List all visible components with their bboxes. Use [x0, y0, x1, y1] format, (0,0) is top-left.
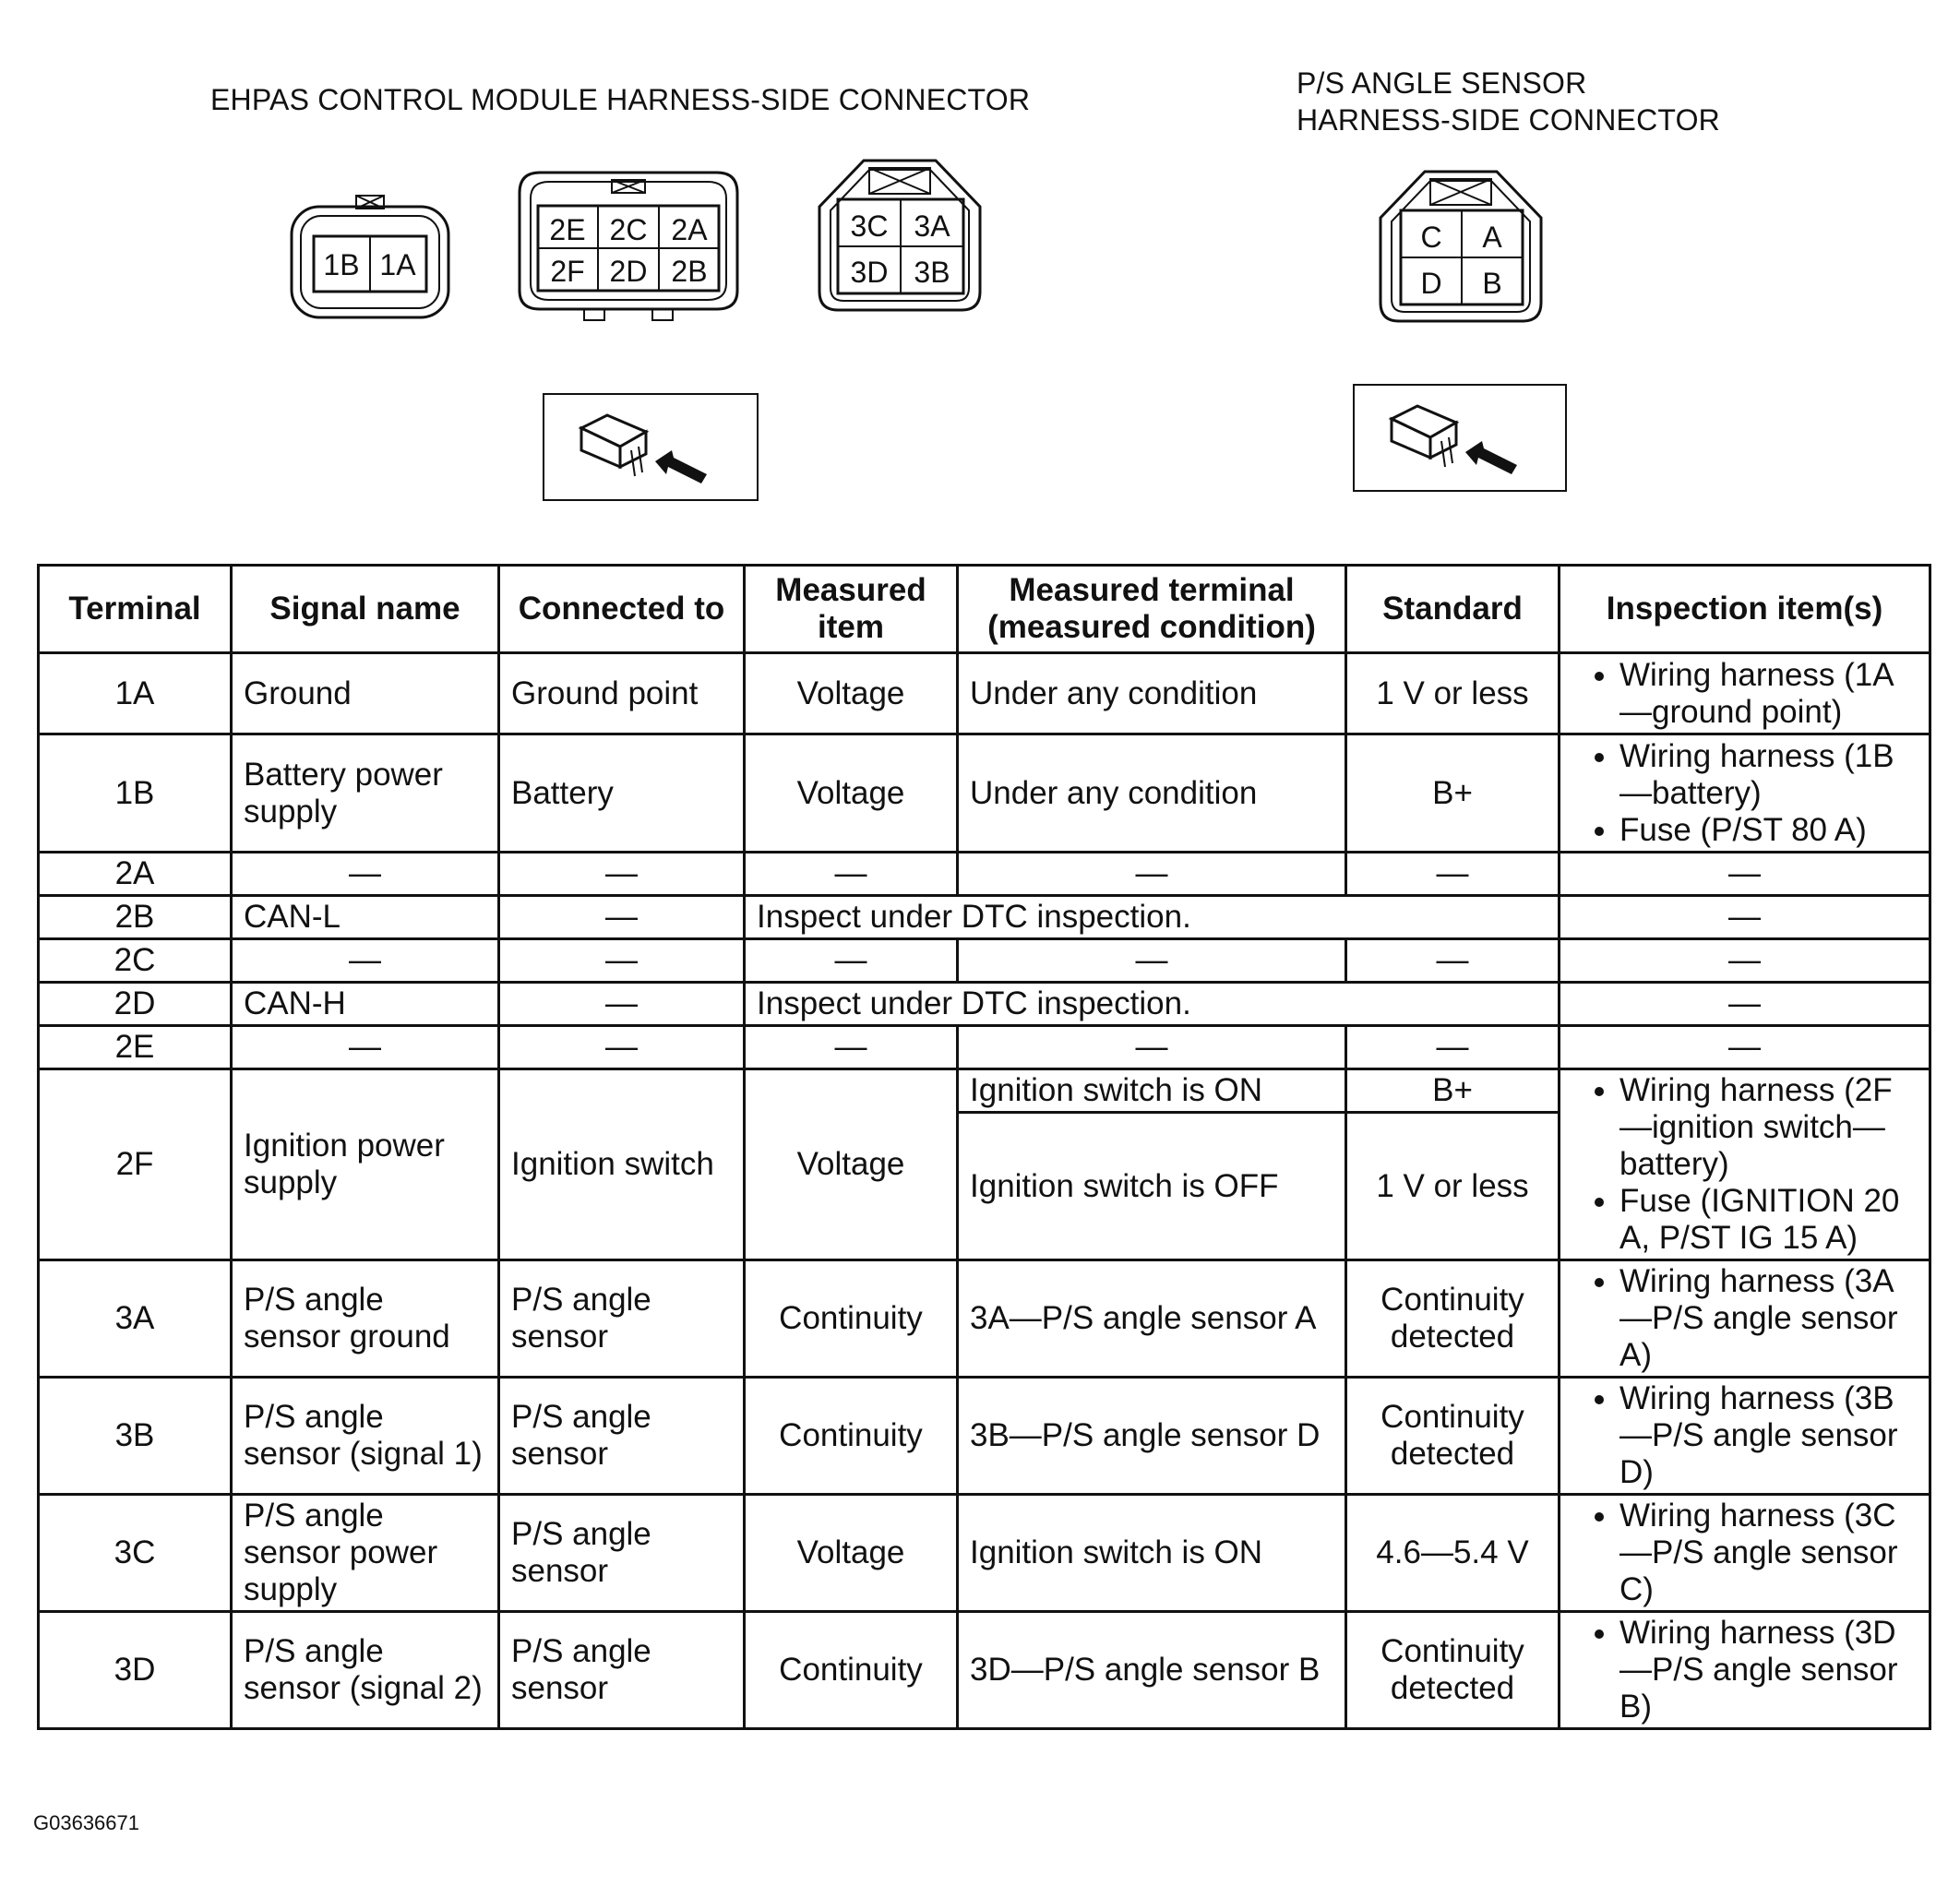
terminal-label: A	[1482, 221, 1502, 254]
terminal-label: 2A	[671, 213, 708, 246]
cell-inspection	[1560, 1378, 1930, 1495]
header-standard: Standard	[1346, 566, 1560, 653]
cell-dash: —	[232, 1026, 499, 1069]
table-row	[39, 939, 1930, 983]
inspection-item: • Fuse (P/ST 80 A)	[1619, 812, 1918, 849]
cell-signal: P/S angle sensor power supply	[232, 1495, 499, 1612]
cell-dash: —	[1346, 1026, 1560, 1069]
cell-condition: Under any condition	[958, 734, 1346, 853]
cell-dash: —	[1346, 853, 1560, 896]
cell-terminal: 3A	[39, 1260, 232, 1378]
inspection-item: • Wiring harness (2F—ignition switch—battery)	[1619, 1072, 1918, 1183]
header-signal-name: Signal name	[232, 566, 499, 653]
terminal-label: 2D	[609, 255, 648, 288]
cell-standard: B+	[1346, 1069, 1560, 1113]
cell-condition: Ignition switch is OFF	[958, 1113, 1346, 1260]
connector-view-arrow-icon	[544, 395, 757, 499]
figure-code: G03636671	[33, 1811, 139, 1834]
table-row	[39, 1026, 1930, 1069]
cell-item: Voltage	[745, 734, 958, 853]
terminal-label: 2F	[550, 255, 585, 288]
harness-view-box-left	[543, 393, 759, 501]
terminal-label: D	[1420, 267, 1442, 300]
table-row	[39, 1612, 1930, 1729]
terminal-inspection-table	[37, 564, 1931, 1730]
cell-item: Voltage	[745, 653, 958, 734]
table-row	[39, 983, 1930, 1026]
header-inspection-items: Inspection item(s)	[1560, 566, 1930, 653]
cell-dash: —	[1346, 939, 1560, 983]
cell-dash: —	[958, 1026, 1346, 1069]
terminal-label: 3D	[850, 256, 889, 289]
cell-signal: Ignition power supply	[232, 1069, 499, 1260]
cell-condition: Under any condition	[958, 653, 1346, 734]
cell-connected: Battery	[499, 734, 745, 853]
cell-condition: 3B—P/S angle sensor D	[958, 1378, 1346, 1495]
cell-item: Continuity	[745, 1378, 958, 1495]
cell-inspection	[1560, 1260, 1930, 1378]
terminal-label: 3C	[850, 209, 889, 243]
cell-dash: —	[499, 853, 745, 896]
cell-signal: CAN-H	[232, 983, 499, 1026]
harness-view-box-right	[1353, 384, 1567, 492]
cell-connected: P/S angle sensor	[499, 1495, 745, 1612]
cell-dash: —	[1560, 983, 1930, 1026]
cell-item: Continuity	[745, 1260, 958, 1378]
table-row	[39, 853, 1930, 896]
cell-item: Voltage	[745, 1495, 958, 1612]
header-terminal: Terminal	[39, 566, 232, 653]
terminal-label: 1B	[323, 248, 360, 281]
cell-dash: —	[1560, 853, 1930, 896]
connector-4-diagram	[1373, 166, 1548, 328]
cell-dash: —	[499, 1026, 745, 1069]
table-row	[39, 653, 1930, 734]
table-row	[39, 896, 1930, 939]
table-row	[39, 1495, 1930, 1612]
cell-terminal: 2D	[39, 983, 232, 1026]
cell-signal: P/S angle sensor (signal 2)	[232, 1612, 499, 1729]
table-header-row	[39, 566, 1930, 653]
cell-connected: Ground point	[499, 653, 745, 734]
cell-terminal: 2B	[39, 896, 232, 939]
cell-dash: —	[745, 939, 958, 983]
cell-standard: 1 V or less	[1346, 1113, 1560, 1260]
inspection-item: • Fuse (IGNITION 20 A, P/ST IG 15 A)	[1619, 1183, 1918, 1257]
cell-terminal: 3D	[39, 1612, 232, 1729]
cell-terminal: 1B	[39, 734, 232, 853]
cell-terminal: 2F	[39, 1069, 232, 1260]
cell-terminal: 3B	[39, 1378, 232, 1495]
inspection-item: • Wiring harness (3A—P/S angle sensor A)	[1619, 1263, 1918, 1374]
cell-condition: 3A—P/S angle sensor A	[958, 1260, 1346, 1378]
cell-terminal: 2C	[39, 939, 232, 983]
cell-signal: Ground	[232, 653, 499, 734]
cell-signal: Battery power supply	[232, 734, 499, 853]
ps-sensor-connector-title: P/S ANGLE SENSOR HARNESS-SIDE CONNECTOR	[1297, 66, 1720, 137]
cell-standard: Continuity detected	[1346, 1378, 1560, 1495]
cell-dash: —	[745, 853, 958, 896]
cell-dash: —	[1560, 1026, 1930, 1069]
terminal-label: 2B	[671, 255, 708, 288]
terminal-label: B	[1482, 267, 1502, 300]
terminal-label: 1A	[379, 248, 416, 281]
cell-condition: Ignition switch is ON	[958, 1069, 1346, 1113]
cell-terminal: 2E	[39, 1026, 232, 1069]
cell-standard: 1 V or less	[1346, 653, 1560, 734]
header-connected-to: Connected to	[499, 566, 745, 653]
cell-standard: B+	[1346, 734, 1560, 853]
cell-dash: —	[1560, 896, 1930, 939]
cell-dash: —	[499, 983, 745, 1026]
cell-condition: Ignition switch is ON	[958, 1495, 1346, 1612]
cell-dash: —	[232, 939, 499, 983]
cell-connected: Ignition switch	[499, 1069, 745, 1260]
cell-inspection	[1560, 1612, 1930, 1729]
inspection-item: • Wiring harness (3D—P/S angle sensor B)	[1619, 1615, 1918, 1725]
cell-signal: P/S angle sensor (signal 1)	[232, 1378, 499, 1495]
cell-standard: 4.6—5.4 V	[1346, 1495, 1560, 1612]
ehpas-connector-title: EHPAS CONTROL MODULE HARNESS-SIDE CONNECTOR	[210, 83, 1031, 116]
cell-item: Voltage	[745, 1069, 958, 1260]
cell-inspection	[1560, 734, 1930, 853]
cell-item: Continuity	[745, 1612, 958, 1729]
cell-standard: Continuity detected	[1346, 1260, 1560, 1378]
cell-connected: P/S angle sensor	[499, 1260, 745, 1378]
header-measured-item: Measured item	[745, 566, 958, 653]
terminal-label: 3B	[914, 256, 950, 289]
cell-dtc-note: Inspect under DTC inspection.	[745, 896, 1560, 939]
cell-terminal: 1A	[39, 653, 232, 734]
cell-terminal: 3C	[39, 1495, 232, 1612]
cell-dash: —	[499, 896, 745, 939]
cell-signal: P/S angle sensor ground	[232, 1260, 499, 1378]
connector-2-diagram	[512, 161, 745, 326]
connector-3-diagram	[812, 155, 987, 316]
cell-dash: —	[1560, 939, 1930, 983]
cell-dash: —	[499, 939, 745, 983]
terminal-label: 2E	[549, 213, 586, 246]
cell-connected: P/S angle sensor	[499, 1612, 745, 1729]
inspection-item: • Wiring harness (3C—P/S angle sensor C)	[1619, 1498, 1918, 1608]
connector-view-arrow-icon	[1355, 386, 1565, 490]
table-row	[39, 1378, 1930, 1495]
inspection-item: • Wiring harness (1A—ground point)	[1619, 657, 1918, 731]
cell-dash: —	[958, 939, 1346, 983]
cell-inspection	[1560, 653, 1930, 734]
cell-inspection	[1560, 1495, 1930, 1612]
terminal-label: 2C	[609, 213, 648, 246]
cell-condition: 3D—P/S angle sensor B	[958, 1612, 1346, 1729]
connector-1-diagram	[288, 192, 454, 323]
cell-terminal: 2A	[39, 853, 232, 896]
cell-signal: CAN-L	[232, 896, 499, 939]
cell-dtc-note: Inspect under DTC inspection.	[745, 983, 1560, 1026]
table-row	[39, 734, 1930, 853]
table-row	[39, 1069, 1930, 1113]
cell-dash: —	[745, 1026, 958, 1069]
inspection-item: • Wiring harness (1B—battery)	[1619, 738, 1918, 812]
cell-standard: Continuity detected	[1346, 1612, 1560, 1729]
inspection-item: • Wiring harness (3B—P/S angle sensor D)	[1619, 1380, 1918, 1491]
terminal-label: 3A	[914, 209, 950, 243]
cell-connected: P/S angle sensor	[499, 1378, 745, 1495]
table-row	[39, 1260, 1930, 1378]
terminal-label: C	[1420, 221, 1442, 254]
cell-dash: —	[958, 853, 1346, 896]
cell-inspection	[1560, 1069, 1930, 1260]
cell-dash: —	[232, 853, 499, 896]
header-measured-terminal: Measured terminal (measured condition)	[958, 566, 1346, 653]
